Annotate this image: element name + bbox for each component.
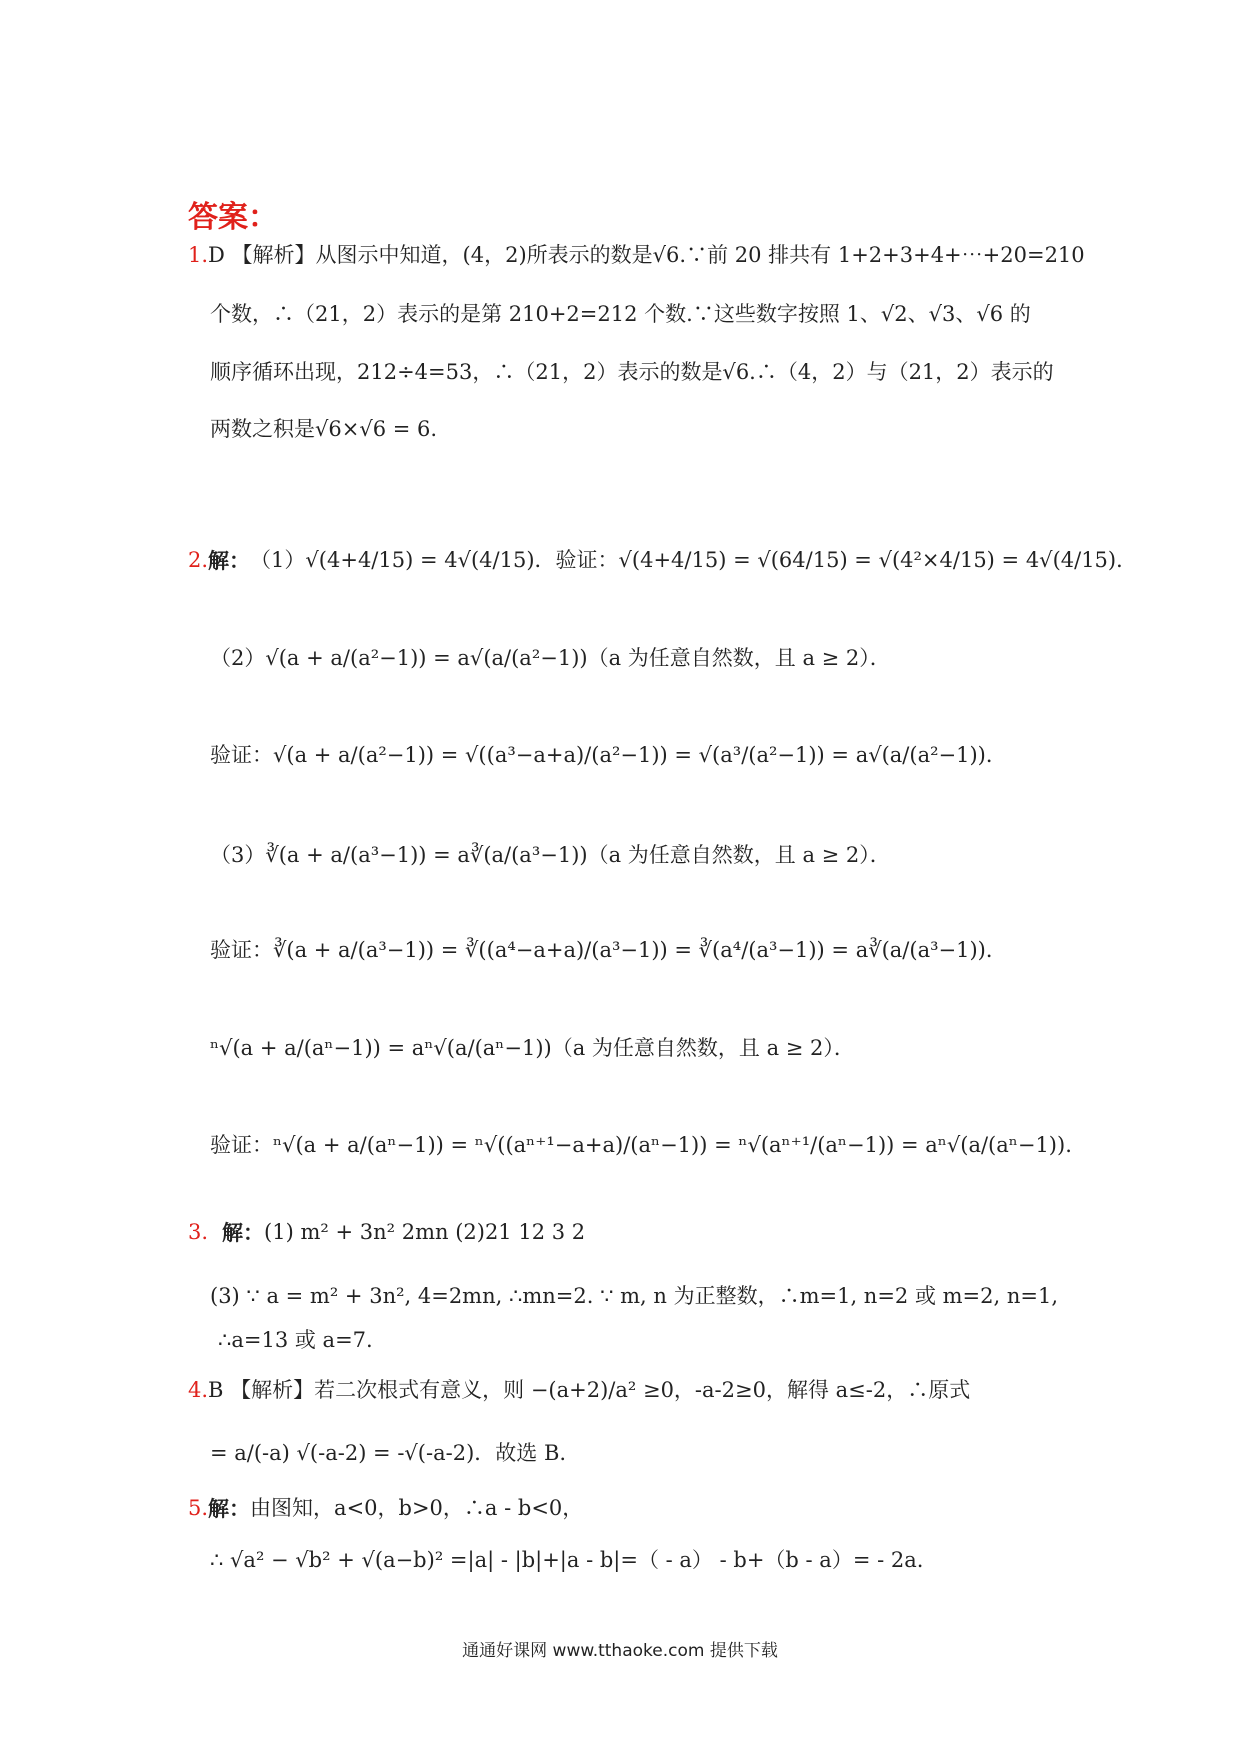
- q2-part-4: ⁿ√(a + a/(aⁿ−1)) = aⁿ√(a/(aⁿ−1))（a 为任意自然数，且 a ≥ 2）．: [210, 1036, 855, 1060]
- q1-text-1: D 【解析】从图示中知道，(4，2)所表示的数是√6.∵前 20 排共有 1+2+3+4+⋯+20=210: [208, 243, 1085, 267]
- q4-text-1: B 【解析】若二次根式有意义，则 −(a+2)/a² ≥0，-a-2≥0，解得 a≤-2，∴原式: [208, 1378, 971, 1402]
- q2-line-2: [210, 648, 891, 669]
- q3-text-2: (3) ∵ a = m² + 3n², 4=2mn, ∴mn=2. ∵ m, n 为正整数，∴m=1, n=2 或 m=2, n=1,: [210, 1284, 1058, 1308]
- q2-label: 解：: [208, 548, 251, 573]
- q2-line-1: [188, 550, 1137, 571]
- q2-number: 2.: [188, 548, 209, 572]
- q5-line-2: [210, 1550, 923, 1571]
- q2-line-4: [210, 845, 891, 866]
- q1-line-1: [188, 245, 1085, 266]
- q5-text-1: 由图知，a<0，b>0，∴a - b<0，: [250, 1496, 584, 1520]
- q2-line-7: [210, 1135, 1072, 1156]
- q2-line-3: [210, 745, 1007, 766]
- q2-part-3: （3）∛(a + a/(a³−1)) = a∛(a/(a³−1))（a 为任意自然数，且 a ≥ 2）．: [210, 843, 891, 867]
- q3-line-3: [218, 1330, 373, 1351]
- q2-line-6: [210, 1038, 855, 1059]
- q1-text-2: 个数，∴（21，2）表示的是第 210+2=212 个数.∵这些数字按照 1、√2、√3、√6 的: [210, 302, 1031, 326]
- q2-part-3-verify: 验证：∛(a + a/(a³−1)) = ∛((a⁴−a+a)/(a³−1)) = ∛(a⁴/(a³−1)) = a∛(a/(a³−1))．: [210, 938, 1007, 962]
- q2-part-2: （2）√(a + a/(a²−1)) = a√(a/(a²−1))（a 为任意自然数，且 a ≥ 2）．: [210, 646, 891, 670]
- q3-text-3: ∴a=13 或 a=7.: [218, 1328, 373, 1352]
- q5-line-1: [188, 1498, 583, 1519]
- q1-text-4: 两数之积是√6×√6 = 6.: [210, 417, 438, 441]
- q2-part-2-verify: 验证：√(a + a/(a²−1)) = √((a³−a+a)/(a²−1)) = √(a³/(a²−1)) = a√(a/(a²−1))．: [210, 743, 1007, 767]
- q1-line-3: [210, 362, 1054, 383]
- q3-line-2: [210, 1286, 1058, 1307]
- q3-number: 3.: [188, 1220, 209, 1244]
- q1-number: 1.: [188, 243, 209, 267]
- q1-line-2: [210, 304, 1031, 325]
- q5-text-2: ∴ √a² − √b² + √(a−b)² =|a| - |b|+|a - b|=（ - a） - b+（b - a）= - 2a.: [210, 1548, 924, 1572]
- q3-label: 解：: [222, 1220, 265, 1245]
- q3-line-1: [188, 1222, 585, 1243]
- q3-text-1: (1) m² + 3n² 2mn (2)21 12 3 2: [264, 1220, 586, 1244]
- q2-part-1: （1）√(4+4/15) = 4√(4/15)．验证：√(4+4/15) = √(64/15) = √(4²×4/15) = 4√(4/15)．: [250, 548, 1138, 572]
- q4-line-1: [188, 1380, 970, 1401]
- page-footer: 通通好课网 www.tthaoke.com 提供下载: [462, 1641, 778, 1661]
- q2-part-4-verify: 验证：ⁿ√(a + a/(aⁿ−1)) = ⁿ√((aⁿ⁺¹−a+a)/(aⁿ−1)) = ⁿ√(aⁿ⁺¹/(aⁿ−1)) = aⁿ√(a/(aⁿ−1)).: [210, 1133, 1072, 1157]
- q4-number: 4.: [188, 1378, 209, 1402]
- answers-heading: 答案：: [188, 200, 278, 235]
- q4-line-2: [210, 1443, 566, 1464]
- q4-text-2: = a/(-a) √(-a-2) = -√(-a-2)．故选 B.: [210, 1441, 567, 1465]
- q1-text-3: 顺序循环出现，212÷4=53，∴（21，2）表示的数是√6.∴（4，2）与（21，2）表示的: [210, 360, 1054, 384]
- q1-line-4: [210, 419, 437, 440]
- q5-label: 解：: [208, 1496, 251, 1521]
- q2-line-5: [210, 940, 1007, 961]
- q5-number: 5.: [188, 1496, 209, 1520]
